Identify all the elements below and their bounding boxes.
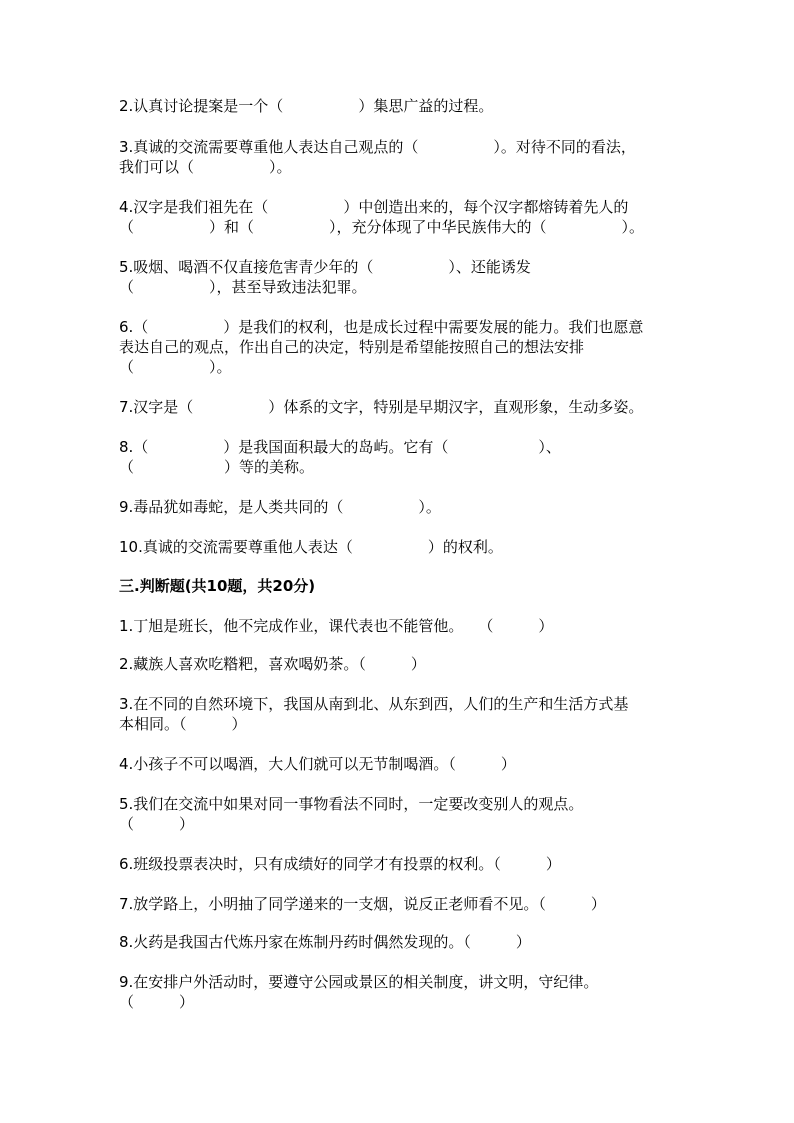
fill-question-6 [119, 397, 679, 417]
fill-question-line: 9.毒品犹如毒蛇，是人类共同的（ ）。 [119, 498, 441, 516]
fill-question-line: 表达自己的观点，作出自己的决定，特别是希望能按照自己的想法安排 [119, 338, 585, 356]
fill-question-line: 7.汉字是（ ）体系的文字，特别是早期汉字，直观形象，生动多姿。 [119, 398, 644, 416]
fill-question-7 [119, 437, 679, 477]
judge-question-6 [119, 854, 679, 874]
fill-question-4 [119, 257, 679, 297]
judge-question-line: 9.在安排户外活动时，要遵守公园或景区的相关制度，讲文明，守纪律。 [119, 973, 599, 991]
fill-question-line: 8.（ ）是我国面积最大的岛屿。它有（ ）、 [119, 438, 561, 456]
judge-question-5 [119, 794, 679, 834]
fill-question-line: （ ）和（ ），充分体现了中华民族伟大的（ ）。 [119, 218, 645, 236]
fill-question-1 [119, 96, 679, 116]
fill-question-line: 3.真诚的交流需要尊重他人表达自己观点的（ ）。对待不同的看法， [119, 138, 636, 156]
judge-question-9 [119, 972, 679, 1012]
fill-question-line: （ ）。 [119, 358, 232, 376]
fill-question-line: 6.（ ）是我们的权利，也是成长过程中需要发展的能力。我们也愿意 [119, 318, 644, 336]
judge-question-1 [119, 616, 679, 636]
fill-question-8 [119, 497, 679, 517]
judge-question-4 [119, 754, 679, 774]
fill-question-5 [119, 317, 679, 377]
judge-question-line: 6.班级投票表决时，只有成绩好的同学才有投票的权利。（ ） [119, 855, 561, 873]
fill-question-line: 2.认真讨论提案是一个（ ）集思广益的过程。 [119, 97, 494, 115]
judge-question-line: 2.藏族人喜欢吃糌粑，喜欢喝奶茶。（ ） [119, 655, 426, 673]
judge-question-line: （ ） [119, 815, 195, 833]
fill-question-9 [119, 537, 679, 557]
judge-question-line: 5.我们在交流中如果对同一事物看法不同时，一定要改变别人的观点。 [119, 795, 584, 813]
judge-question-line: 1.丁旭是班长，他不完成作业，课代表也不能管他。 （ ） [119, 617, 554, 635]
judge-question-line: 4.小孩子不可以喝酒，大人们就可以无节制喝酒。（ ） [119, 755, 516, 773]
section-heading-judgment: 三.判断题(共10题，共20分) [119, 577, 316, 595]
judge-question-7 [119, 894, 679, 914]
fill-question-line: 我们可以（ ）。 [119, 158, 292, 176]
fill-question-2 [119, 137, 679, 177]
judge-question-2 [119, 654, 679, 674]
judge-question-line: （ ） [119, 993, 195, 1011]
fill-question-line: 4.汉字是我们祖先在（ ）中创造出来的，每个汉字都熔铸着先人的 [119, 198, 629, 216]
judge-question-8 [119, 932, 679, 952]
fill-question-3 [119, 197, 679, 237]
fill-question-line: 5.吸烟、喝酒不仅直接危害青少年的（ ）、还能诱发 [119, 258, 531, 276]
judge-question-line: 8.火药是我国古代炼丹家在炼制丹药时偶然发现的。（ ） [119, 933, 531, 951]
fill-question-line: （ ）等的美称。 [119, 458, 315, 476]
judge-question-line: 7.放学路上，小明抽了同学递来的一支烟，说反正老师看不见。（ ） [119, 895, 606, 913]
fill-question-line: （ ），甚至导致违法犯罪。 [119, 278, 367, 296]
judge-question-3 [119, 694, 679, 734]
judge-question-line: 3.在不同的自然环境下，我国从南到北、从东到西，人们的生产和生活方式基 [119, 695, 629, 713]
judge-question-line: 本相同。（ ） [119, 715, 247, 733]
fill-question-line: 10.真诚的交流需要尊重他人表达（ ）的权利。 [119, 538, 503, 556]
